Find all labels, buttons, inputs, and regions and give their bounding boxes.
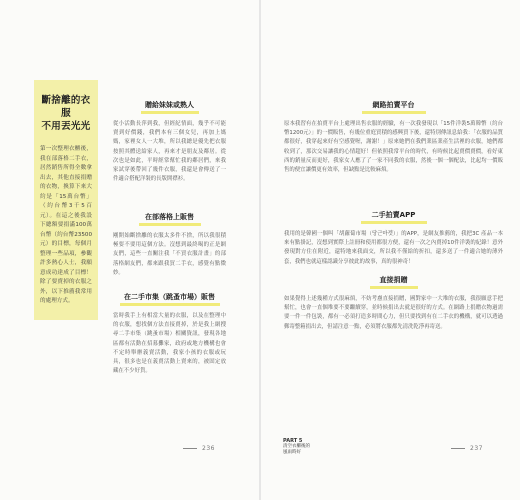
section-body: 如果覺得上述幾種方式很麻煩，不妨考慮直接捐贈，國對家中一大堆的衣服，我很願意手把幫忙，也會一直個堆要不要繼續穿，並時候捐出去就是很好的方式。在網路上捐贈衣物過需要一件一件包裝，都有一必須打造多時間心力，但只要找到有在二手衣的機構，就可以透過郵寄整箱捐出去，但請注意一點，必須將衣服都先清洗乾淨再寄送。	[284, 296, 503, 330]
page-number-left: 236	[183, 445, 215, 452]
section-heading: 在二手市集（跳蚤市場）販售	[113, 292, 226, 306]
sidebar-title-line1: 斷捨離的衣服	[41, 95, 91, 119]
section-heading: 網路拍賣平台	[284, 100, 503, 114]
part-tag	[283, 438, 310, 456]
sidebar-title-line2: 不用丟光光	[41, 121, 91, 132]
left-page	[0, 0, 259, 500]
sidebar-body: 第一次整理衣櫃後，我在部落格二手衣，居然銷售所得全數拿出去，其他直接捐贈的衣物，換算下來大約是「15萬台幣」（約台幣3千5百元）。在這之後我設下總額要捐滿100萬台幣（約台幣23500元）的目標，每個月整理一些品項，參觀許多熱心人士，我願意成功達成了目標！除了要賣掉的衣服之外，以下推薦我常用的處理方式。	[40, 146, 92, 304]
section-body: 當時我手上有相當大量的衣服，以及在整理中的衣服，想找個方法直接賣掉，於是我上網搜尋二手市集（跳蚤市場）相關資訊，發現各地區都有活動在招募攤家，政府或地方機構也會不定時舉辦義賣活動，我家小孩的衣服或玩具，很多也是在義賣活動上賣來的，被固定放藏在不少好貨。	[113, 313, 226, 375]
part-label: PART 5	[283, 438, 303, 444]
section-heading: 贈給妹妹或熟人	[113, 100, 226, 114]
page-number-right: 237	[451, 445, 483, 452]
section-body: 我用的是韓國一個叫「胡蘿蔔市場（당근마켓）」的APP，是網友推薦的，我把3C 產品一本來有點掛記，沒想到實際上註冊和使用都很方便，還有一次之內賣掉10件洋裝的紀錄！意外發現對方住在附近，還特地來我面交，所以我不僅給的折扣，還多送了一件適合她的薄外套，我們也就這樣認識分享彼此的故事，真的很神奇！	[284, 231, 503, 265]
right-page	[261, 0, 520, 500]
section-body: 剛開始斷捨離的衣服太多件不捨，所以我很積極要不要用這個方法。沒想到最終喝的正是網友們，這些一直關注我「不買衣服計畫」的部落格網友們，都來跟我買二手衣，感覺有點微妙。	[113, 233, 226, 276]
part-line1: 清空衣櫃後的	[283, 444, 310, 449]
section-gift-to-family	[113, 100, 226, 184]
section-body: 從小活動長萍到我，但經紀情面，幾乎不可能賣到好價錢，我們本有三個女兒，再加上媽媽，家裡女人一大堆，所以我總是優先把衣服按照其體送給家人，再來才是朋友及鄰居。從次也是如此，平時經常幫忙我的鄰居們，來我家試穿後帶回了幾件衣服，我還是會傳送了一件適合搭配洋裝的長版開襟衫。	[113, 121, 226, 183]
sidebar-title	[40, 94, 92, 133]
section-secondhand-app	[284, 210, 503, 267]
section-body: 原本我習有在拍賣平台上處理出售衣服的經驗，有一次我發現以「15件洋裝5萬韓幣（約台幣1200元）」的一價販售，有幾位重庭買積的感興買下後，還特別傳訊息給我：「衣服的品質都很好，我穿起來好有空感覺喔，謝謝！」原來她們在我們業區業產生活裡的衣服，她們都收到了，那次交易讓我的心情超好！但依照我常平台的時代，有時候比起賣價賣價，看好東西的銷量反而更好，我家女人應了了一家不同我的衣服，然後一個一個配法，比起均一價販售的便宜讓價更有效率，但缺點是比較麻煩。	[284, 121, 503, 174]
section-direct-donation	[284, 275, 503, 332]
section-online-auction	[284, 100, 503, 175]
section-heading: 在部落格上販售	[113, 212, 226, 226]
section-flea-market	[113, 292, 226, 376]
section-heading: 二手拍賣APP	[284, 210, 503, 224]
sidebar-box	[34, 80, 98, 320]
part-line2: 風雨時好	[283, 450, 301, 455]
section-heading: 直接捐贈	[284, 275, 503, 289]
section-sell-on-blog	[113, 212, 226, 278]
